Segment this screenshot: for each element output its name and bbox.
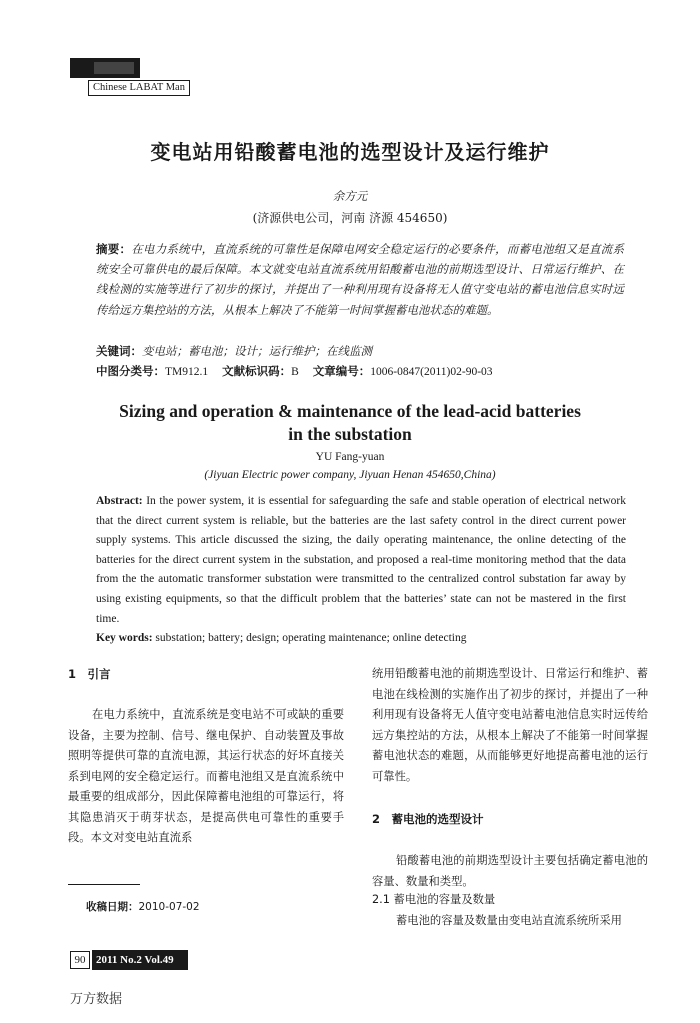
english-keywords	[96, 632, 626, 644]
english-title-line2: in the substation	[288, 424, 412, 444]
journal-logo	[70, 58, 200, 100]
english-abstract	[96, 492, 626, 629]
doc-code-value: B	[291, 366, 299, 378]
english-abstract-text: In the power system, it is essential for safeguarding the safe and stable operation of electrical network that the direct current system is reliable, but the batteries are the last safety control in the direct current power supply systems. This article discussed the sizing, the daily operating maintenance, the online detecting of the batteries for the direct current system in the substation, and proposed a real-time monitoring method that the data from the the automatic transformer substation were transmitted to the centralized control substation far away by using existing equipments, so that the difficult problem that the batteries’ state can not be mastered in the first time.	[96, 495, 627, 625]
footnote-divider	[68, 884, 140, 885]
section-1-heading: 1 引言	[68, 667, 111, 681]
english-abstract-label: Abstract:	[96, 495, 143, 507]
subsection-2-1-paragraph: 蓄电池的容量及数量由变电站直流系统所采用	[396, 914, 622, 927]
subsection-2-1-heading: 2.1 蓄电池的容量及数量	[372, 893, 496, 906]
english-title	[0, 400, 700, 446]
doc-code-label: 文献标识码：	[222, 364, 292, 378]
chinese-author: 余方元	[332, 189, 368, 203]
chinese-abstract-text: 在电力系统中，直流系统的可靠性是保障电网安全稳定运行的必要条件，而蓄电池组又是直流系统安全可靠供电的最后保障。本文就变电站直流系统用铅酸蓄电池的前期选型设计、日常运行维护、在线检测的实施等进行了初步的探讨，并提出了一种利用现有设备将无人值守变电站的蓄电池信息实时远传给远方集控站的方法，从根本上解决了不能第一时间掌握蓄电池状态的难题。	[96, 242, 624, 317]
page-number: 90	[70, 951, 90, 969]
page-footer	[70, 950, 188, 970]
section-2-paragraph: 铅酸蓄电池的前期选型设计主要包括确定蓄电池的容量、数量和类型。	[372, 854, 648, 888]
received-date	[86, 899, 200, 914]
chinese-keywords-label: 关键词：	[96, 344, 142, 358]
chinese-keywords-text: 变电站；蓄电池；设计；运行维护；在线监测	[142, 344, 372, 358]
english-title-line1: Sizing and operation & maintenance of the lead-acid batteries	[119, 401, 581, 421]
chinese-affiliation: (济源供电公司，河南 济源 454650)	[252, 211, 448, 225]
watermark: 万方数据	[70, 992, 123, 1007]
article-number-label: 文章编号：	[312, 364, 371, 378]
right-column-paragraph: 统用铅酸蓄电池的前期选型设计、日常运行和维护、蓄电池在线检测的实施作出了初步的探讨，并提出了一种利用现有设备将无人值守变电站蓄电池信息实时远传给远方集控站的方法，从根本上解决了不能第一时间掌握蓄电池状态的难题，从而能够更好地提高蓄电池的运行可靠性。	[372, 667, 648, 783]
received-date-label: 收稿日期：	[86, 901, 139, 913]
issue-badge: 2011 No.2 Vol.49	[92, 950, 188, 970]
english-keywords-label: Key words:	[96, 632, 153, 644]
section-2-heading: 2 蓄电池的选型设计	[372, 812, 484, 826]
clc-label: 中图分类号：	[96, 364, 165, 378]
journal-label: Chinese LABAT Man	[88, 80, 190, 96]
classification-line	[96, 362, 624, 381]
chinese-abstract-label: 摘要：	[96, 242, 132, 256]
english-keywords-text: substation; battery; design; operating maintenance; online detecting	[155, 632, 467, 644]
chinese-keywords	[96, 342, 624, 360]
english-affiliation: (Jiyuan Electric power company, Jiyuan Henan 454650,China)	[204, 469, 496, 481]
clc-value: TM912.1	[165, 366, 209, 378]
chinese-title: 变电站用铅酸蓄电池的选型设计及运行维护	[150, 140, 550, 164]
article-number-value: 1006-0847(2011)02-90-03	[370, 366, 493, 378]
chinese-abstract	[96, 239, 624, 320]
english-author: YU Fang-yuan	[315, 451, 385, 463]
received-date-value: 2010-07-02	[138, 901, 200, 913]
journal-logo-mark	[70, 58, 140, 78]
section-1-paragraph: 在电力系统中，直流系统是变电站不可或缺的重要设备，主要为控制、信号、继电保护、自动装置及事故照明等提供可靠的直流电源，其运行状态的好坏直接关系到电网的安全稳定运行。而蓄电池组又是直流系统中最重要的组成部分，因此保障蓄电池组的可靠运行，将其隐患消灭于萌芽状态，是提高供电可靠性的重要手段。本文对变电站直流系	[68, 708, 344, 844]
